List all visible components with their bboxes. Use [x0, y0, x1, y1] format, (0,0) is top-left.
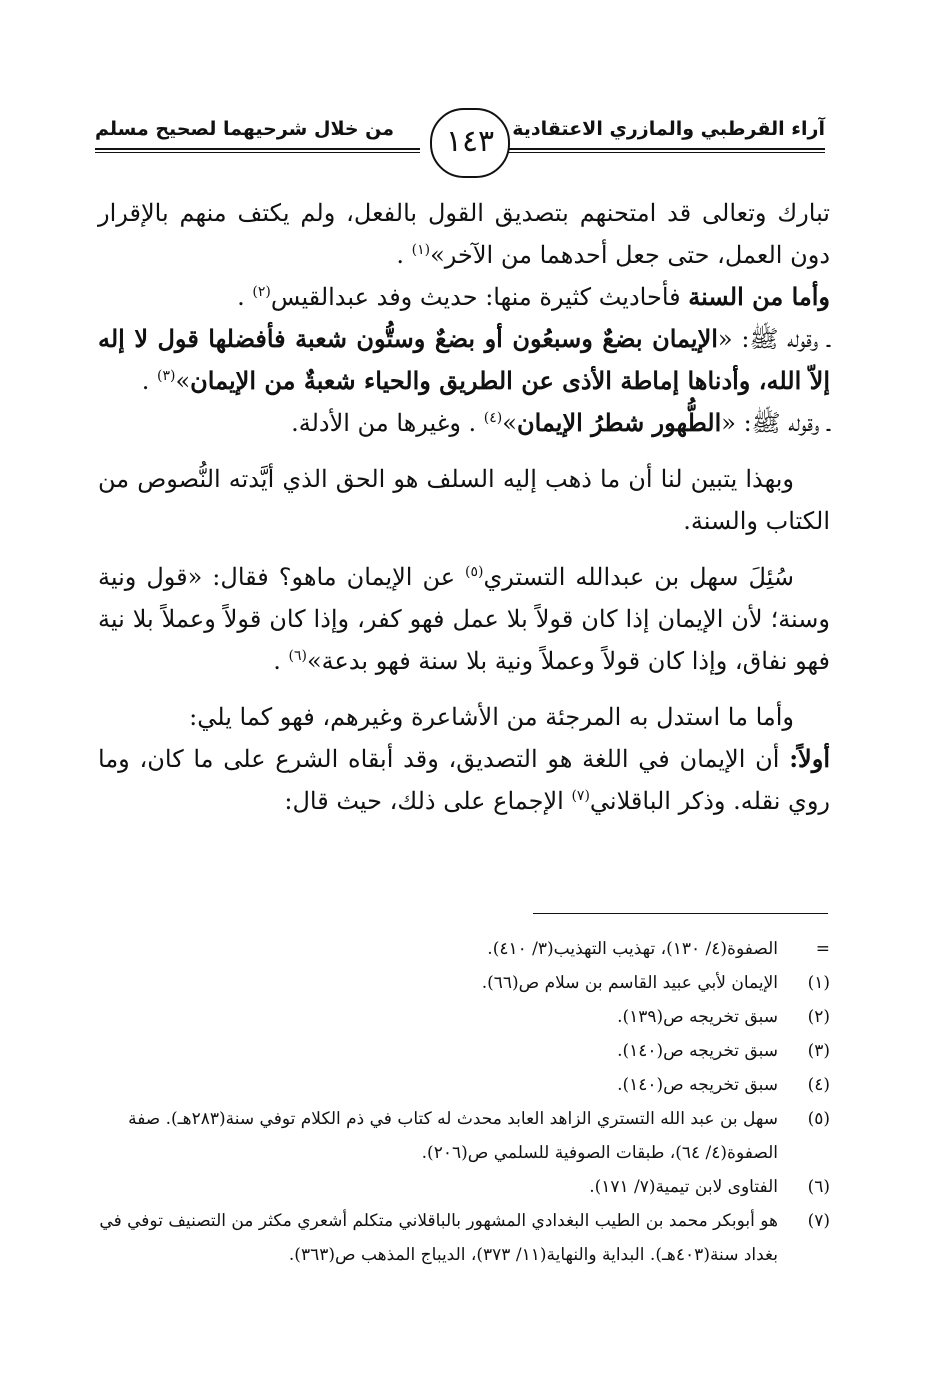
paragraph-hadith-2 — [98, 402, 830, 444]
text-fragment: فأحاديث كثيرة منها: حديث وفد عبدالقيس — [270, 283, 689, 311]
paragraph-sunnah — [98, 276, 830, 318]
text-fragment: . — [141, 367, 157, 395]
page-number: ١٤٣ — [430, 108, 510, 178]
paragraph-sahl — [98, 556, 830, 682]
footnote-ref: (٢) — [252, 284, 271, 300]
footnote-marker: (٣) — [807, 1041, 830, 1061]
text-fragment: الإجماع على ذلك، حيث قال: — [284, 787, 572, 815]
footnote-text: الصفوة(٤/ ١٣٠)، تهذيب التهذيب(٣/ ٤١٠). — [487, 939, 778, 959]
footnote-marker: (٧) — [807, 1211, 830, 1231]
paragraph-conclusion: وبهذا يتبين لنا أن ما ذهب إليه السلف هو الحق الذي أيَّدته النُّصوص من الكتاب والسنة. — [98, 465, 830, 535]
footnote-item — [98, 1204, 830, 1272]
paragraph-murjia: وأما ما استدل به المرجئة من الأشاعرة وغيرهم، فهو كما يلي: — [189, 703, 794, 731]
footnote-text: سبق تخريجه ص(١٣٩). — [617, 1007, 778, 1027]
text-fragment: . — [273, 647, 289, 675]
text-fragment: . — [237, 283, 253, 311]
header-rule-left — [95, 148, 420, 153]
text-fragment: ـ وقوله ﷺ: « — [721, 409, 830, 437]
footnote-text: هو أبوبكر محمد بن الطيب البغدادي المشهور بالباقلاني متكلم أشعري مكثر من التصنيف توفي في بغداد سنة(٤٠٣هـ). البداية والنهاية(١١/ ٣٧٣)، الديباج المذهب ص(٣٦٣). — [99, 1211, 778, 1265]
footnote-ref: (٧) — [571, 788, 590, 804]
text-fragment: أن الإيمان في اللغة هو التصديق، وقد أبقاه الشرع على ما كان، وما روي نقله. وذكر الباقلاني — [98, 745, 830, 815]
footnote-marker: (١) — [807, 973, 830, 993]
text-line: بالإقرار دون العمل، حتى جعل أحدهما من الآخر» — [98, 199, 830, 269]
footnote-marker: = — [815, 939, 830, 959]
footnote-item — [98, 932, 830, 966]
footnote-marker: (٥) — [807, 1109, 830, 1129]
footnote-item — [98, 1000, 830, 1034]
footnote-ref: (٤) — [483, 410, 503, 426]
footnote-item — [98, 1068, 830, 1102]
footnote-text: سبق تخريجه ص(١٤٠). — [617, 1041, 778, 1061]
footnote-item — [98, 1170, 830, 1204]
text-fragment: سُئِلَ سهل بن عبدالله التستري — [483, 563, 794, 591]
running-title-right: آراء القرطبي والمازري الاعتقادية — [512, 118, 825, 140]
text-fragment: » — [502, 409, 517, 437]
footnote-item — [98, 966, 830, 1000]
header-rule-right — [507, 148, 825, 153]
footnote-ref: (٦) — [288, 648, 307, 664]
text-fragment: عن الإيمان ماهو؟ فقال: «قول ونية وسنة؛ لأن الإيمان إذا كان قولاً بلا عمل فهو كفر، وإذا كان قولاً وعملاً بلا نية فهو نفاق، وإذا كان قولاً وعملاً ونية بلا سنة فهو بدعة» — [98, 563, 830, 675]
text-fragment: . — [396, 241, 412, 269]
footnote-item — [98, 1102, 830, 1170]
footnote-text: الفتاوى لابن تيمية(٧/ ١٧١). — [589, 1177, 778, 1197]
main-text — [98, 192, 830, 822]
footnote-text: سهل بن عبد الله التستري الزاهد العابد محدث له كتاب في ذم الكلام توفي سنة(٢٨٣هـ). صفة الصفوة(٤/ ٦٤)، طبقات الصوفية للسلمي ص(٢٠٦). — [128, 1109, 778, 1163]
footnote-marker: (٤) — [807, 1075, 830, 1095]
text-fragment: . وغيرها من الأدلة. — [291, 409, 484, 437]
text-fragment: » — [175, 367, 191, 395]
footnote-marker: (٦) — [807, 1177, 830, 1197]
footnote-item — [98, 1034, 830, 1068]
footnote-text: الإيمان لأبي عبيد القاسم بن سلام ص(٦٦). — [481, 973, 778, 993]
text-line: تبارك وتعالى قد امتحنهم بتصديق القول بالفعل، ولم يكتف منهم — [179, 199, 830, 227]
footnote-ref: (١) — [411, 242, 431, 258]
footnote-marker: (٢) — [807, 1007, 830, 1027]
bold-phrase: وأما من السنة — [688, 282, 830, 311]
paragraph-continuation — [98, 192, 830, 276]
paragraph-hadith-1 — [98, 318, 830, 402]
hadith-text: الطُّهور شطرُ الإيمان — [516, 408, 722, 437]
paragraph-first — [98, 738, 830, 822]
footnote-separator — [533, 913, 828, 914]
page-header — [95, 108, 825, 188]
running-title-left: من خلال شرحيهما لصحيح مسلم — [95, 118, 395, 140]
hadith-text: الإيمان بضعٌ وسبعُون أو بضعٌ وستُّون شعبة فأفضلها قول لا إله إلاّ الله، وأدناها إماطة الأذى عن الطريق والحياء شعبةٌ من الإيمان — [98, 324, 830, 395]
footnotes — [98, 932, 830, 1272]
footnote-text: سبق تخريجه ص(١٤٠). — [617, 1075, 778, 1095]
footnote-ref: (٣) — [156, 368, 176, 384]
bold-phrase: أولاً: — [789, 744, 830, 773]
footnote-ref: (٥) — [465, 564, 484, 580]
text-fragment: ـ وقوله ﷺ: « — [717, 325, 830, 353]
